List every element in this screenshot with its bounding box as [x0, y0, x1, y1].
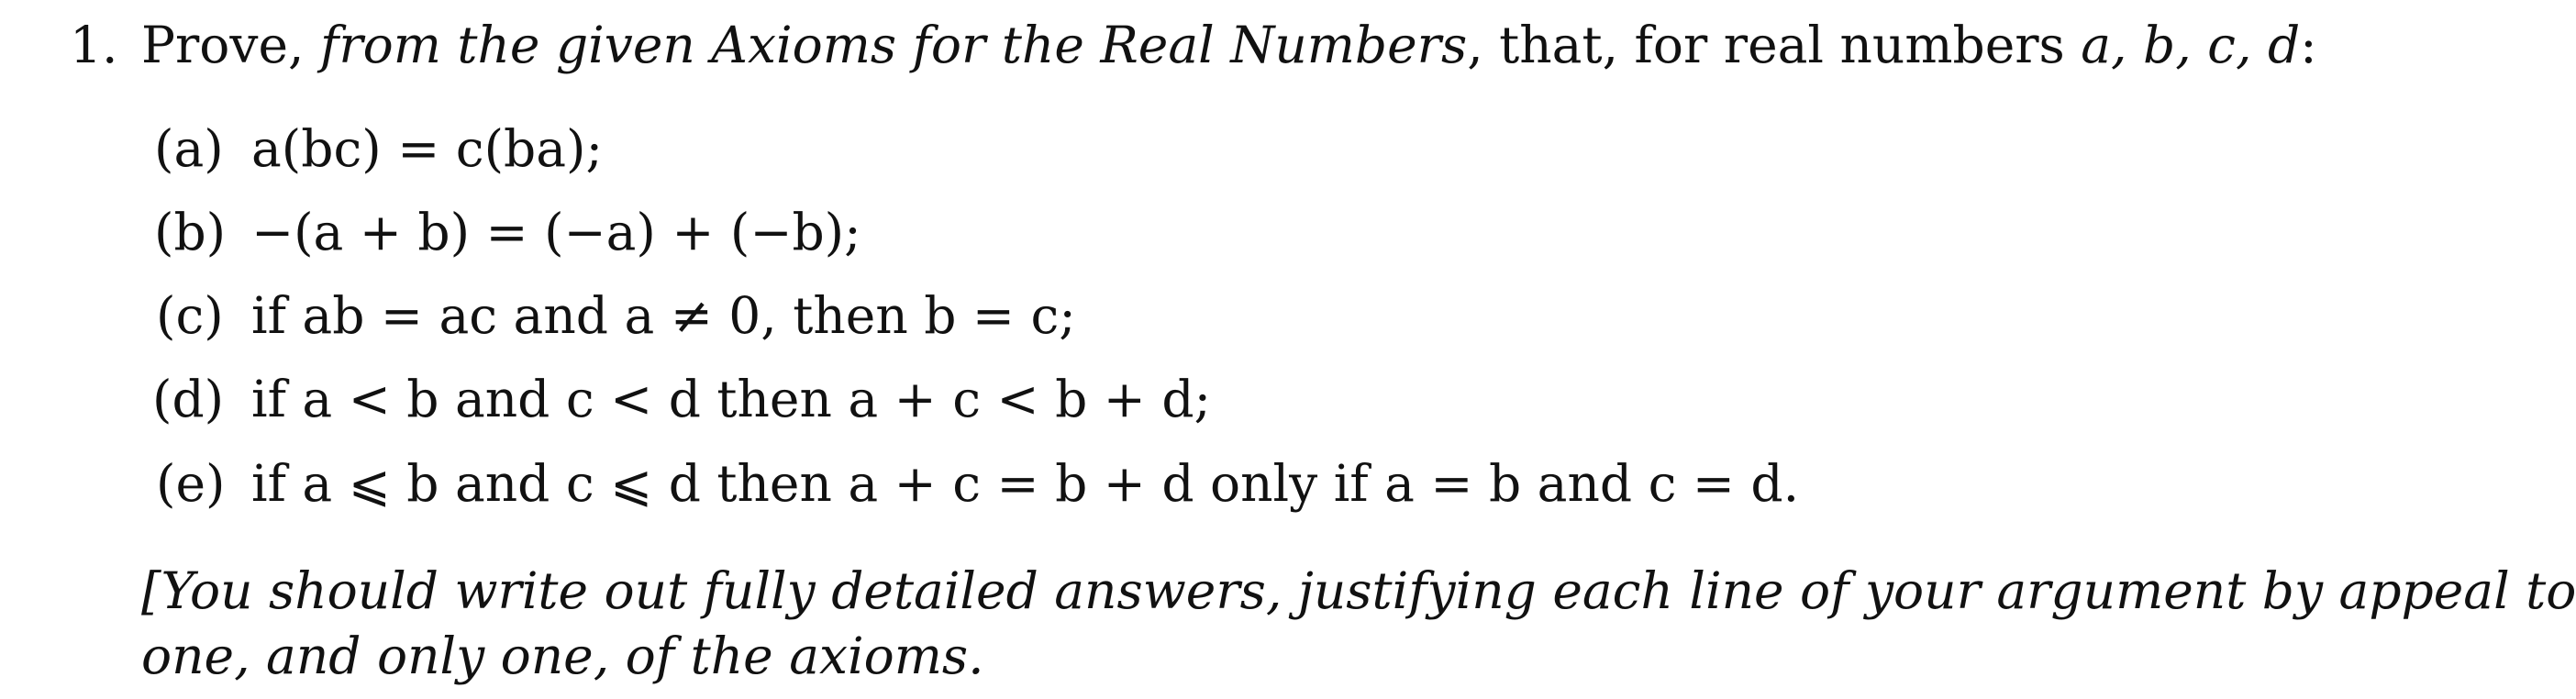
item-label-d: (d) [152, 370, 225, 428]
item-content-d: if a < b and c < d then a + c < b + d; [251, 370, 1212, 428]
intro-end: : [2300, 16, 2317, 74]
item-label-a: (a) [154, 119, 224, 178]
note-line-1: [You should write out fully detailed answers, justifying each line of your argument by appeal to [141, 561, 2576, 620]
question-number: 1. [70, 16, 118, 74]
item-content-a: a(bc) = c(ba); [251, 119, 604, 178]
item-content-c: if ab = ac and a ≠ 0, then b = c; [251, 286, 1076, 345]
intro-variables: a, b, c, d [2081, 16, 2301, 74]
intro-suffix: , that, for real numbers [1467, 16, 2082, 74]
item-content-e: if a ⩽ b and c ⩽ d then a + c = b + d only if a = b and c = d. [251, 454, 1800, 513]
item-label-e: (e) [156, 454, 226, 513]
intro-italic-phrase: from the given Axioms for the Real Numbers [320, 16, 1468, 74]
item-label-c: (c) [156, 286, 224, 345]
question-intro [141, 16, 2317, 74]
note-line-2: one, and only one, of the axioms. [141, 627, 984, 685]
item-label-b: (b) [154, 203, 227, 261]
intro-prefix: Prove, [141, 16, 320, 74]
item-content-b: −(a + b) = (−a) + (−b); [251, 203, 861, 261]
